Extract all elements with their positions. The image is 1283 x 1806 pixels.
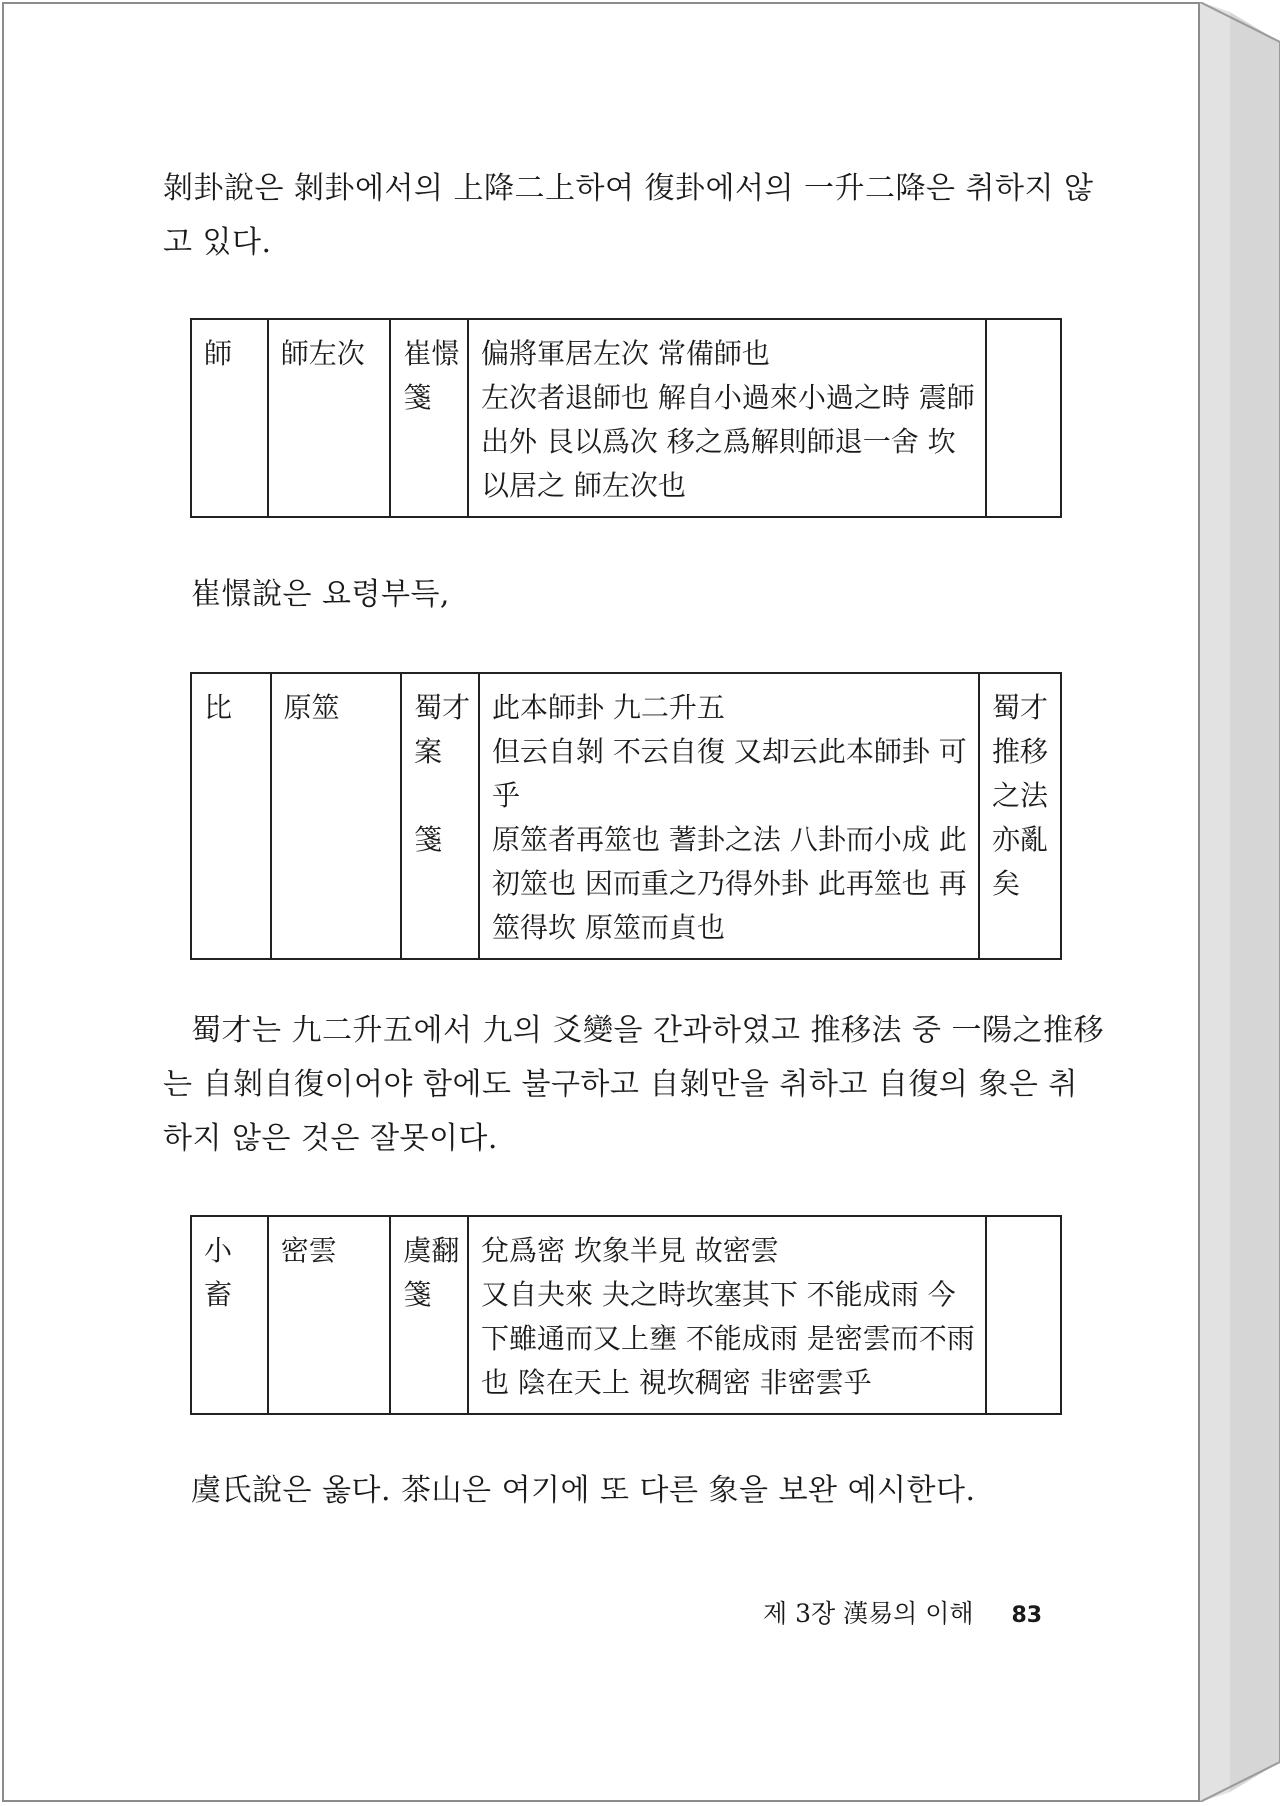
commentator-cell: 虞翻 箋 xyxy=(390,1216,468,1414)
page-number: 83 xyxy=(1011,1603,1043,1628)
note-cell xyxy=(986,1216,1061,1414)
text-line: 崔憬說은 요령부득, xyxy=(191,577,450,612)
hexagram-cell: 比 xyxy=(191,673,271,959)
text-line: 蜀才는 九二升五에서 九의 爻變을 간과하였고 推移法 중 一陽之推移 xyxy=(191,1013,1105,1048)
commentator-cell: 崔憬 箋 xyxy=(390,319,468,517)
table-shi xyxy=(190,318,1062,518)
commentator-cell: 蜀才 案 箋 xyxy=(401,673,479,959)
text-line: 剝卦說은 剝卦에서의 上降二上하여 復卦에서의 一升二降은 취하지 않 xyxy=(163,171,1094,206)
page-edge-shadow xyxy=(1200,2,1280,1802)
hexagram-cell: 小畜 xyxy=(191,1216,268,1414)
paragraph-cui-jing xyxy=(163,568,1063,622)
paragraph-shu-cai xyxy=(163,1004,1105,1166)
commentary-cell: 此本師卦 九二升五 但云自剝 不云自復 又却云此本師卦 可 乎 原筮者再筮也 蓍卦之法 八卦而小成 此 初筮也 因而重之乃得外卦 此再筮也 再 筮得坎 原筮而貞也 xyxy=(479,673,979,959)
text-line: 는 自剝自復이어야 함에도 불구하고 自剝만을 취하고 自復의 象은 취 xyxy=(163,1067,1078,1102)
commentary-cell: 偏將軍居左次 常備師也 左次者退師也 解自小過來小過之時 震師 出外 艮以爲次 移之爲解則師退一舍 坎 以居之 師左次也 xyxy=(468,319,986,517)
table-xiao-xu xyxy=(190,1215,1062,1415)
phrase-cell: 師左次 xyxy=(268,319,391,517)
chapter-title: 제 3장 漢易의 이해 xyxy=(763,1599,974,1628)
note-cell xyxy=(986,319,1061,517)
phrase-cell: 原筮 xyxy=(271,673,402,959)
text-line: 虞氏說은 옳다. 茶山은 여기에 또 다른 象을 보완 예시한다. xyxy=(191,1473,976,1508)
phrase-cell: 密雲 xyxy=(268,1216,391,1414)
hexagram-cell: 師 xyxy=(191,319,268,517)
paragraph-bo-gua xyxy=(163,162,1094,270)
note-cell: 蜀才 推移 之法 亦亂 矣 xyxy=(979,673,1061,959)
paragraph-yu-shi xyxy=(163,1464,1063,1518)
text-line: 고 있다. xyxy=(163,225,272,260)
table-bi xyxy=(190,672,1062,960)
page-footer xyxy=(763,1594,1042,1630)
text-line: 하지 않은 것은 잘못이다. xyxy=(163,1121,498,1156)
commentary-cell: 兌爲密 坎象半見 故密雲 又自夬來 夬之時坎塞其下 不能成雨 今 下雖通而又上壅 不能成雨 是密雲而不雨 也 陰在天上 視坎稠密 非密雲乎 xyxy=(468,1216,986,1414)
